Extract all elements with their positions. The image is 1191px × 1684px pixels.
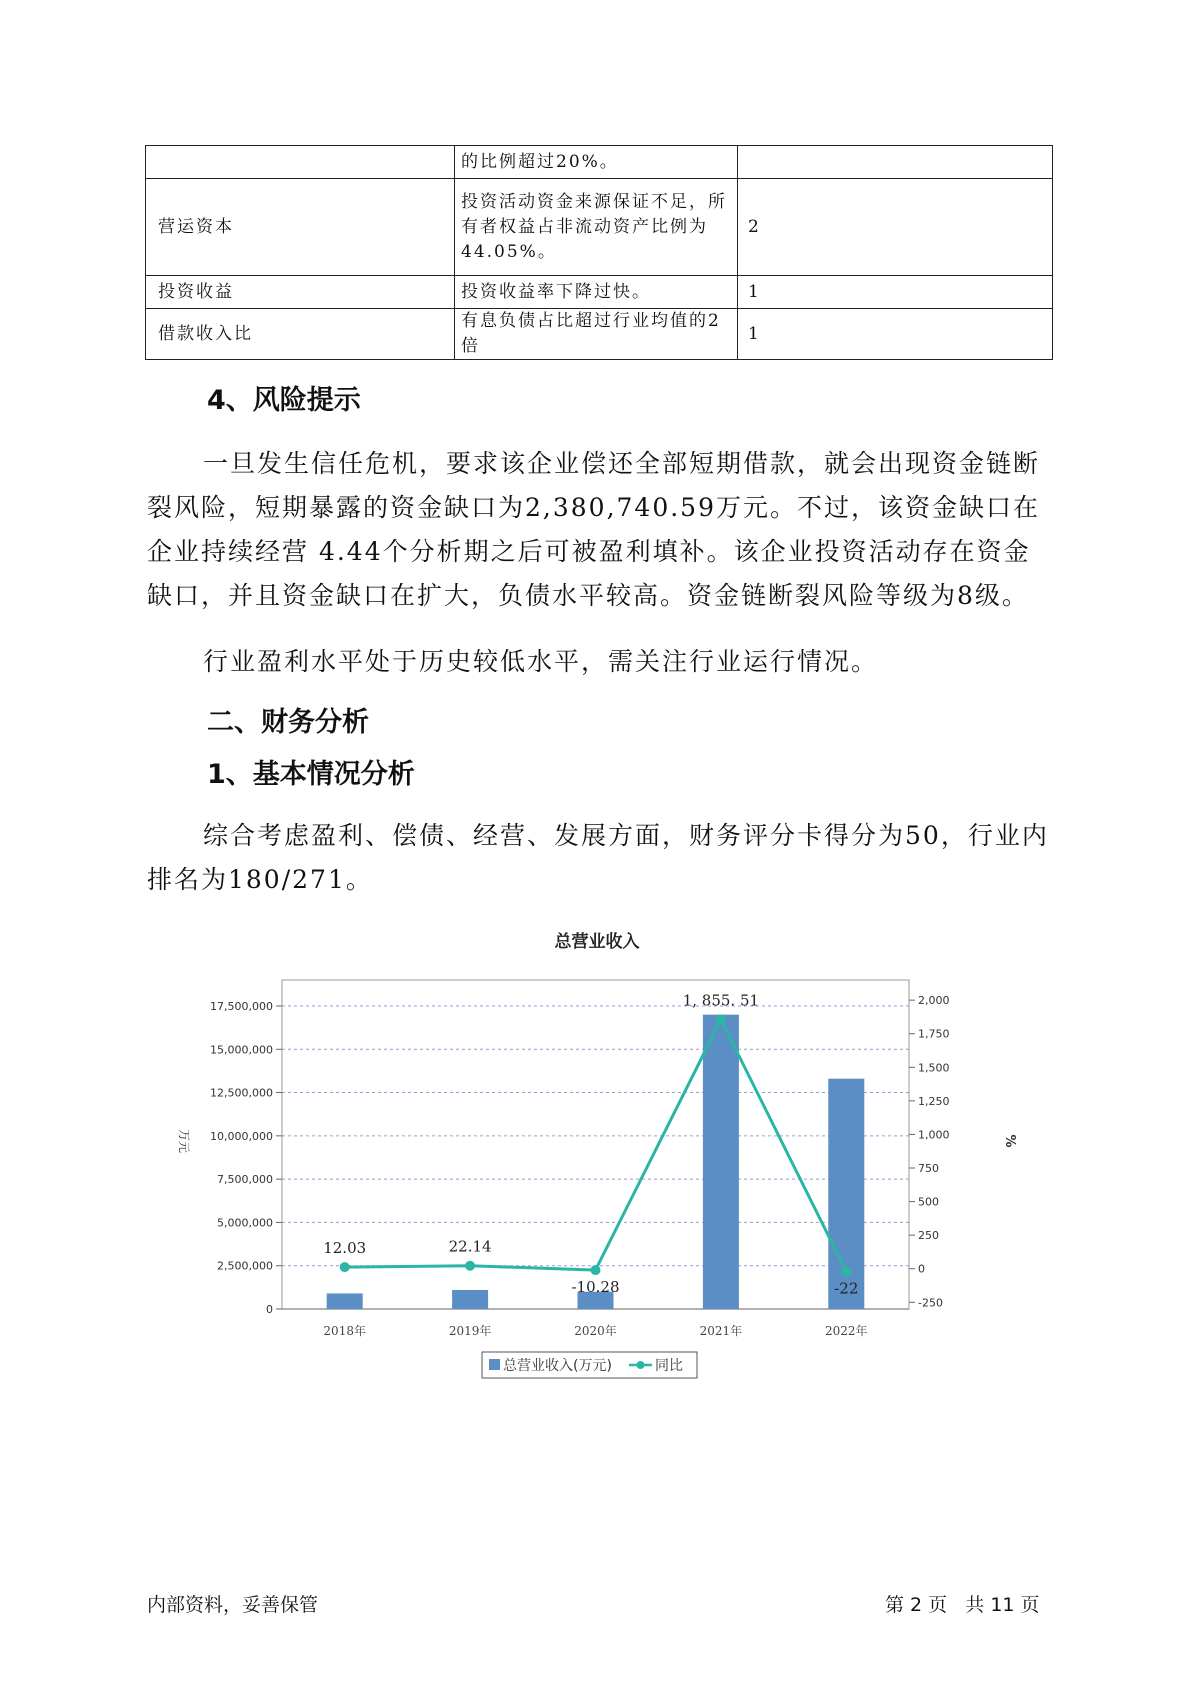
revenue-chart (170, 920, 1050, 1390)
y-tick-label: 10,000,000 (210, 1129, 273, 1143)
footer-page-number: 第 2 页 共 11 页 (885, 1594, 1040, 1616)
data-label: -22 (834, 1279, 859, 1298)
series-line (345, 1020, 847, 1272)
y2-tick-label: -250 (918, 1296, 943, 1310)
finance-heading: 二、财务分析 (207, 707, 369, 738)
table-cell-desc: 有息负债占比超过行业均值的2倍 (455, 309, 738, 360)
x-tick-label: 2018年 (323, 1324, 366, 1338)
data-label: 22.14 (448, 1237, 492, 1256)
legend-line-marker (637, 1361, 645, 1369)
data-label: -10.28 (571, 1278, 620, 1297)
y2-tick-label: 0 (918, 1262, 925, 1276)
y-axis-right (909, 994, 950, 1309)
chart-legend (482, 1352, 697, 1378)
line-point (591, 1265, 601, 1275)
y2-tick-label: 1,000 (918, 1128, 950, 1142)
risk-table (145, 145, 1053, 360)
line-point (716, 1015, 726, 1025)
legend-bar-swatch (489, 1359, 500, 1370)
risk-heading: 4、风险提示 (207, 385, 361, 416)
basic-paragraph: 综合考虑盈利、偿债、经营、发展方面，财务评分卡得分为50，行业内排名为180/271。 (147, 821, 1049, 894)
line-point (465, 1261, 475, 1271)
bar (327, 1293, 363, 1309)
table-cell-item: 投资收益 (146, 276, 455, 309)
y-tick-label: 15,000,000 (210, 1043, 273, 1057)
y2-tick-label: 1,500 (918, 1061, 950, 1075)
footer-left: 内部资料，妥善保管 (147, 1594, 319, 1616)
y-tick-label: 12,500,000 (210, 1086, 273, 1100)
data-label: 1, 855. 51 (682, 991, 760, 1010)
risk-paragraph-1: 一旦发生信任危机，要求该企业偿还全部短期借款，就会出现资金链断裂风险，短期暴露的资金缺口为2,380,740.59万元。不过，该资金缺口在企业持续经营 4.44个分析期之后可被盈利填补。该企业投资活动存在资金缺口，并且资金缺口在扩大，负债水平较高。资金链断裂风险等级为8级。 (147, 449, 1041, 610)
legend-bar-label: 总营业收入(万元) (503, 1358, 612, 1374)
x-tick-label: 2019年 (448, 1324, 492, 1338)
x-tick-label: 2020年 (574, 1324, 617, 1338)
table-cell-item: 借款收入比 (146, 309, 455, 360)
risk-paragraph-2: 行业盈利水平处于历史较低水平，需关注行业运行情况。 (203, 647, 879, 676)
table-cell-desc: 投资收益率下降过快。 (455, 276, 738, 309)
line-point (841, 1267, 851, 1277)
bar (452, 1290, 488, 1309)
y2-tick-label: 500 (918, 1195, 939, 1209)
table-cell-item: 营运资本 (146, 179, 455, 276)
legend-line-label: 同比 (655, 1358, 683, 1374)
table-cell-score (738, 146, 1053, 179)
x-axis (282, 1309, 909, 1338)
bar-series (327, 1015, 865, 1309)
y-tick-label: 2,500,000 (217, 1259, 273, 1273)
y2-axis-label: % (1002, 1134, 1017, 1148)
y-tick-label: 17,500,000 (210, 999, 273, 1013)
y2-tick-label: 750 (918, 1162, 939, 1175)
bar (703, 1015, 739, 1309)
table-row (146, 146, 1053, 179)
table-cell-score: 1 (738, 276, 1053, 309)
table-cell-score: 1 (738, 309, 1053, 360)
chart-gridlines (282, 1006, 909, 1266)
data-label: 12.03 (323, 1239, 367, 1258)
y2-tick-label: 1,250 (918, 1094, 950, 1108)
table-row (146, 179, 1053, 276)
table-cell-desc: 投资活动资金来源保证不足，所有者权益占非流动资产比例为44.05%。 (455, 179, 738, 276)
y2-tick-label: 2,000 (918, 994, 950, 1008)
x-tick-label: 2022年 (825, 1324, 868, 1338)
line-series (340, 1015, 852, 1277)
y-tick-label: 0 (266, 1303, 273, 1316)
y-tick-label: 7,500,000 (217, 1173, 273, 1187)
plot-area (282, 980, 909, 1309)
table-row (146, 276, 1053, 309)
table-row (146, 309, 1053, 360)
table-cell-desc: 的比例超过20%。 (455, 146, 738, 179)
table-cell-score: 2 (738, 179, 1053, 276)
table-cell-item (146, 146, 455, 179)
x-tick-label: 2021年 (699, 1324, 743, 1338)
y2-tick-label: 250 (918, 1229, 939, 1243)
chart-title: 总营业收入 (554, 932, 640, 952)
line-point (340, 1262, 350, 1272)
data-labels (323, 992, 858, 1298)
y2-tick-label: 1,750 (918, 1027, 950, 1041)
y-tick-label: 5,000,000 (217, 1216, 273, 1230)
basic-heading: 1、基本情况分析 (207, 759, 415, 790)
y-axis-left (210, 1000, 282, 1316)
y-axis-label: 万元 (177, 1128, 191, 1154)
